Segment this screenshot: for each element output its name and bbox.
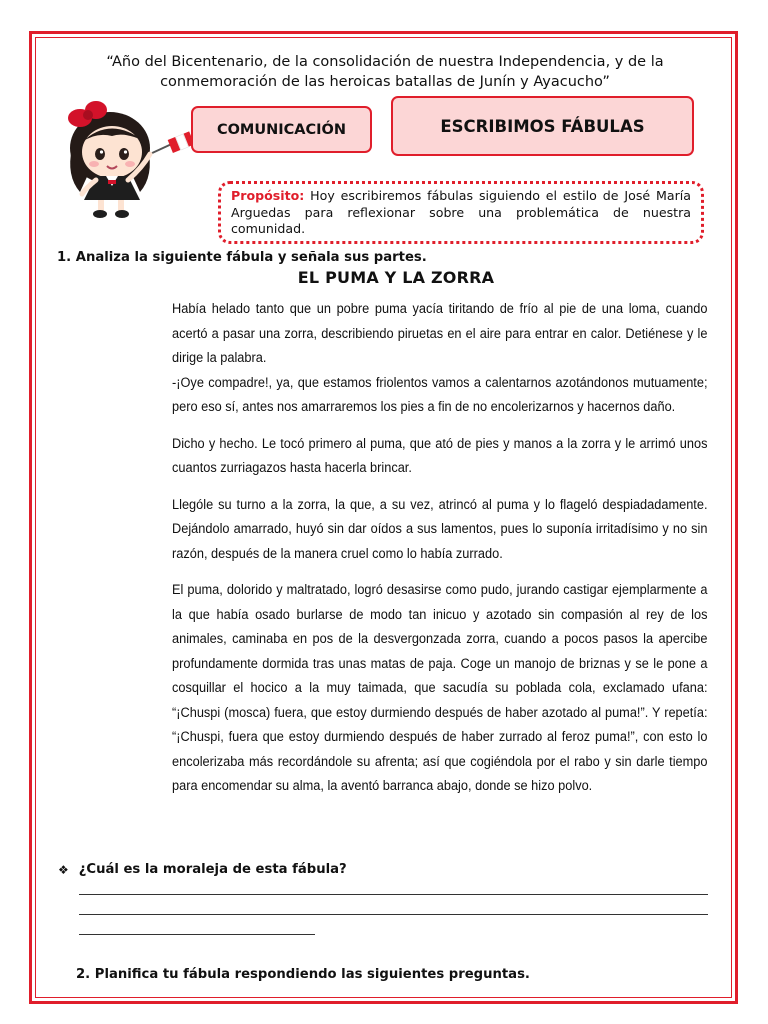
fable-title: EL PUMA Y LA ZORRA [297,268,495,287]
fable-paragraph-1-text: Había helado tanto que un pobre puma yacía tiritando de frío al pie de una loma, cuando acertó a pasar una zorra, describiendo piruetas en el aire para entrar en calor. Detiénese y le dirige la palabra. [172,301,708,366]
fable-paragraph-2: Dicho y hecho. Le tocó primero al puma, que ató de pies y manos a la zorra y le arrimó unos cuantos zurriagazos hasta hacerla brincar. [172,435,708,476]
year-motto [60,52,710,92]
answer-line-1[interactable] [79,894,708,895]
subject-label: COMUNICACIÓN [216,121,347,138]
motto-line-2: conmemoración de las heroicas batallas de Junín y Ayacucho” [160,74,610,90]
subject-badge [191,106,372,153]
purpose-text: Hoy escribiremos fábulas siguiendo el estilo de José María Arguedas para reflexionar sobre una problemática de nuestra comunidad. [231,188,691,236]
session-title: ESCRIBIMOS FÁBULAS [440,116,645,136]
fable-text [172,297,708,811]
answer-line-2[interactable] [79,914,708,915]
purpose-label: Propósito: [231,188,305,203]
fable-paragraph-3: Llególe su turno a la zorra, la que, a su vez, atrincó al puma y lo flageló despiadadamente. Dejándolo amarrado, huyó sin dar oídos a sus lamentos, pues lo suponía irritadísimo y no sin razón, después de la manera cruel como lo había zurrado. [172,496,708,562]
fable-paragraph-4: El puma, dolorido y maltratado, logró desasirse como pudo, jurando castigar ejemplarmente a la que había osado burlarse de modo tan inicuo y azotado sin compasión al rey de los animales, caminaba en pos de la desvergonzada zorra, cuando a pocos pasos la apercibe profundamente dormida tras unas matas de paja. Coge un manojo de briznas y se le pone a cosquillar el hocico a la muy taimada, que sacudía su poblada cola, exclamado ufana: “¡Chuspi (mosca) fuera, que estoy durmiendo después de haber azotado al puma!”. Y repetía: “¡Chuspi, fuera que estoy durmiendo después de haber zurrado al feroz puma!”, con esto lo encolerizaba más recordándole su afrenta; así que cogiéndola por el rabo y sin darle tiempo para encomendar su alma, la aventó barranca abajo, donde se hizo polvo. [172,582,708,794]
girl-with-flag-illustration [52,96,192,220]
purpose-box [218,181,704,244]
activity-2-instruction: 2. Planifica tu fábula respondiendo las siguientes preguntas. [76,967,530,982]
activity-1-instruction: 1. Analiza la siguiente fábula y señala sus partes. [57,250,427,265]
moral-question [58,862,347,877]
motto-line-1: “Año del Bicentenario, de la consolidación de nuestra Independencia, y de la [106,54,664,70]
diamond-bullet-icon: ❖ [58,862,69,877]
session-title-badge [391,96,694,156]
answer-line-3[interactable] [79,934,315,935]
moral-question-text: ¿Cuál es la moraleja de esta fábula? [78,862,347,877]
fable-paragraph-1 [172,297,708,420]
fable-dialogue: -¡Oye compadre!, ya, que estamos friolentos vamos a calentarnos azotándonos mutuamente; pero eso sí, antes nos amarraremos los pies a fin de no encolerizarnos y hacernos daño. [172,374,708,415]
